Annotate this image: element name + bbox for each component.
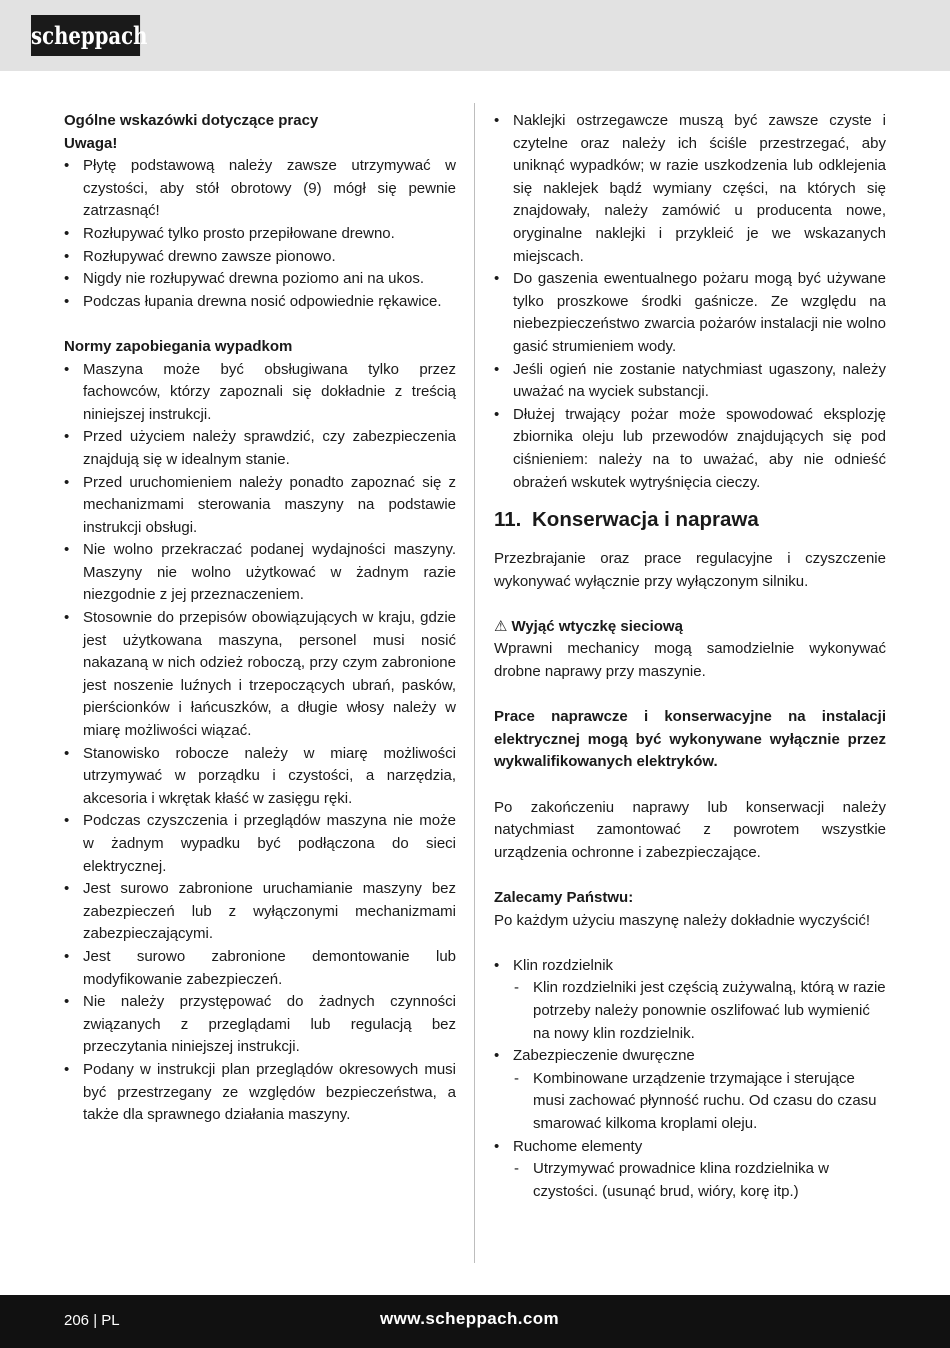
maintenance-list bbox=[494, 955, 886, 1204]
section-heading-accident-prevention: Normy zapobiegania wypadkom bbox=[64, 337, 293, 355]
list-item: • Stanowisko robocze należy w miarę możliwości utrzymywać w porządku i czystości, a narzędzia, akcesoria i wkrętak kłaść w zasięgu ręki. bbox=[64, 743, 456, 811]
caution-label: Uwaga! bbox=[64, 134, 118, 152]
warning-triangle-icon: ⚠ bbox=[494, 617, 508, 635]
section-title-text: Konserwacja i naprawa bbox=[532, 508, 759, 532]
list-item-label: Ruchome elementy bbox=[513, 1137, 643, 1155]
list-item: • Stosownie do przepisów obowiązujących w kraju, gdzie jest użytkowana maszyna, personel musi nosić nakazaną w nich odzież roboczą, przy czym zabronione jest noszenie luźnych i trzepoczących ubrań, pasków, pierścionków i łańcuszków, a długie włosy należy w miarę możliwości wiązać. bbox=[64, 607, 456, 743]
paragraph: Po zakończeniu naprawy lub konserwacji należy natychmiast zamontować z powrotem wszystkie urządzenia ochronne i zabezpieczające. bbox=[494, 798, 886, 861]
list-item: • Naklejki ostrzegawcze muszą być zawsze czyste i czytelne oraz należy ich ściśle przestrzegać, aby uniknąć wypadków; w razie uszkodzenia lub odklejenia się naklejek bądź wymiany części, na których się znajdowały, należy zamówić u producenta nowe, oryginalne naklejki i przykleić je we wskazanych miejscach. bbox=[494, 110, 886, 268]
list-item bbox=[494, 1136, 886, 1204]
list-item: • Rozłupywać tylko prosto przepiłowane drewno. bbox=[64, 223, 456, 246]
list-item: • Podany w instrukcji plan przeglądów okresowych musi być przestrzegany ze względów bezpieczeństwa, a także dla sprawnego działania maszyny. bbox=[64, 1059, 456, 1127]
list-item: • Przed uruchomieniem należy ponadto zapoznać się z mechanizmami sterowania maszyny na podstawie instrukcji obsługi. bbox=[64, 472, 456, 540]
sub-list-item: - Klin rozdzielniki jest częścią zużywalną, którą w razie potrzeby należy ponownie oszlifować lub wymienić na nowy klin rozdzielnik. bbox=[513, 977, 886, 1045]
list-item: • Jest surowo zabronione uruchamianie maszyny bez zabezpieczeń lub z wyłączonymi mechanizmami zabezpieczającymi. bbox=[64, 878, 456, 946]
scheppach-logo: scheppach bbox=[31, 15, 140, 56]
unplug-warning bbox=[494, 616, 886, 639]
list-item bbox=[494, 955, 886, 1045]
list-item bbox=[494, 1045, 886, 1135]
list-item: • Nie należy przystępować do żadnych czynności związanych z przeglądami lub regulacją bez przeczytania niniejszej instrukcji. bbox=[64, 991, 456, 1059]
section-number: 11. bbox=[494, 508, 522, 532]
left-column bbox=[64, 110, 456, 1127]
list-item: • Nie wolno przekraczać podanej wydajności maszyny. Maszyny nie wolno użytkować w żadnym razie niezgodnie z jej przeznaczeniem. bbox=[64, 539, 456, 607]
list-item-label: Klin rozdzielnik bbox=[513, 956, 614, 974]
list-item: • Przed użyciem należy sprawdzić, czy zabezpieczenia znajdują się w idealnym stanie. bbox=[64, 426, 456, 471]
electrical-warning-paragraph: Prace naprawcze i konserwacyjne na instalacji elektrycznej mogą być wykonywane wyłącznie przez wykwalifikowanych elektryków. bbox=[494, 708, 886, 771]
paragraph: Wprawni mechanicy mogą samodzielnie wykonywać drobne naprawy przy maszynie. bbox=[494, 640, 886, 681]
recommendation-heading: Zalecamy Państwu: bbox=[494, 889, 634, 906]
footer-bar bbox=[0, 1295, 950, 1348]
list-item-label: Zabezpieczenie dwuręczne bbox=[513, 1047, 695, 1065]
website-url: www.scheppach.com bbox=[380, 1309, 560, 1328]
list-item: • Jeśli ogień nie zostanie natychmiast ugaszony, należy uważać na wyciek substancji. bbox=[494, 359, 886, 404]
sub-list-item: - Utrzymywać prowadnice klina rozdzielnika w czystości. (usunąć brud, wióry, korę itp.) bbox=[513, 1158, 886, 1203]
page-number: 206 | PL bbox=[64, 1312, 120, 1329]
list-item: • Podczas czyszczenia i przeglądów maszyna nie może w żadnym wypadku być podłączona do sieci elektrycznej. bbox=[64, 810, 456, 878]
list-item: • Nigdy nie rozłupywać drewna poziomo ani na ukos. bbox=[64, 268, 456, 291]
section-title-maintenance bbox=[494, 506, 886, 534]
list-item: • Podczas łupania drewna nosić odpowiednie rękawice. bbox=[64, 291, 456, 314]
section-heading-general: Ogólne wskazówki dotyczące pracy bbox=[64, 112, 319, 129]
unplug-warning-text: Wyjąć wtyczkę sieciową bbox=[511, 617, 683, 635]
column-divider bbox=[474, 103, 475, 1263]
safety-continued-list bbox=[494, 110, 886, 494]
sub-list-item: - Kombinowane urządzenie trzymające i sterujące musi zachować płynność ruchu. Od czasu do czasu smarować kilkoma kroplami oleju. bbox=[513, 1068, 886, 1136]
paragraph: Przezbrajanie oraz prace regulacyjne i czyszczenie wykonywać wyłącznie przy wyłączonym silniku. bbox=[494, 550, 886, 590]
paragraph: Po każdym użyciu maszynę należy dokładnie wyczyścić! bbox=[494, 911, 870, 929]
general-tips-list bbox=[64, 155, 456, 313]
list-item: • Maszyna może być obsługiwana tylko przez fachowców, którzy zapoznali się dokładnie z treścią niniejszej instrukcji. bbox=[64, 359, 456, 427]
list-item: • Do gaszenia ewentualnego pożaru mogą być używane tylko proszkowe środki gaśnicze. Ze względu na niebezpieczeństwo zwarcia pożarów instalacji nie wolno gasić strumieniem wody. bbox=[494, 268, 886, 358]
right-column bbox=[494, 110, 886, 1203]
accident-prevention-list bbox=[64, 359, 456, 1127]
list-item: • Płytę podstawową należy zawsze utrzymywać w czystości, aby stół obrotowy (9) mógł się pewnie zatrzasnąć! bbox=[64, 155, 456, 223]
list-item: • Jest surowo zabronione demontowanie lub modyfikowanie zabezpieczeń. bbox=[64, 946, 456, 991]
list-item: • Rozłupywać drewno zawsze pionowo. bbox=[64, 246, 456, 269]
list-item: • Dłużej trwający pożar może spowodować eksplozję zbiornika oleju lub przewodów znajdujących się pod ciśnieniem: należy na to uważać, aby nie odnieść obrażeń wskutek wytryśnięcia cieczy. bbox=[494, 404, 886, 494]
